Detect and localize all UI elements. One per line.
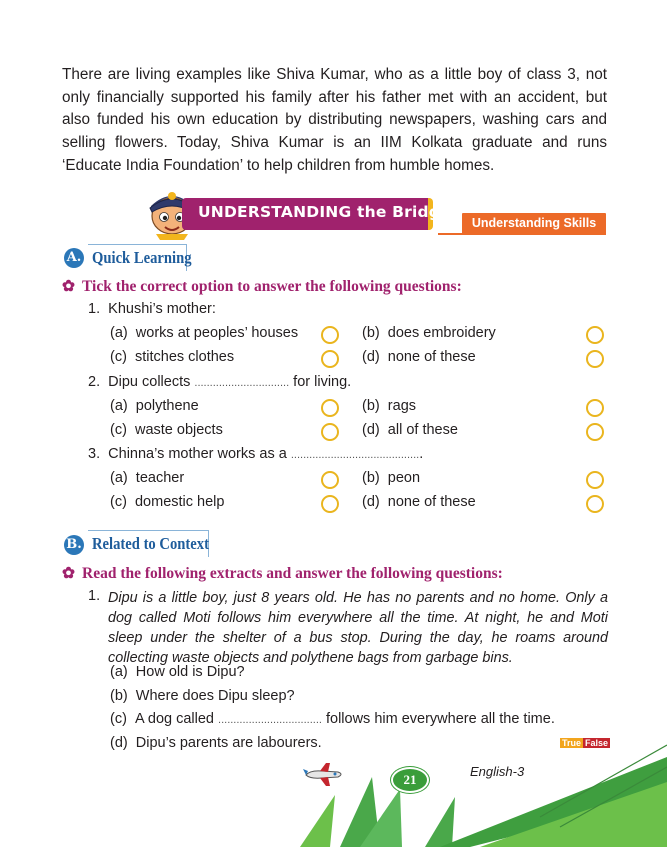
tick-circle-2b[interactable] bbox=[586, 399, 604, 417]
answer-blank: .......................................... bbox=[290, 449, 420, 461]
book-title: English-3 bbox=[470, 764, 525, 779]
option-2b: (b) rags bbox=[362, 398, 417, 414]
banner-title: UNDERSTANDING the Bridge bbox=[198, 203, 451, 221]
footer-grass-decoration bbox=[0, 737, 667, 847]
section-a-badge: A. bbox=[64, 248, 84, 268]
tick-circle-3a[interactable] bbox=[321, 471, 339, 489]
sub-question-b: (b) Where does Dipu sleep? bbox=[110, 688, 295, 704]
section-a-instruction: ✿ Tick the correct option to answer the following questions: bbox=[62, 278, 462, 295]
flower-bullet-icon: ✿ bbox=[62, 278, 75, 295]
section-a-title: Quick Learning bbox=[92, 248, 192, 267]
option-2a: (a) polythene bbox=[110, 398, 199, 414]
tick-circle-1d[interactable] bbox=[586, 350, 604, 368]
option-3b: (b) peon bbox=[362, 470, 421, 486]
sub-question-a: (a) How old is Dipu? bbox=[110, 664, 245, 680]
flower-bullet-icon: ✿ bbox=[62, 565, 75, 582]
question-2: 2. Dipu collects ............................... for living. bbox=[88, 374, 352, 390]
answer-blank: ............................... bbox=[194, 377, 290, 389]
tick-circle-3d[interactable] bbox=[586, 495, 604, 513]
option-3c: (c) domestic help bbox=[110, 494, 225, 510]
airplane-icon bbox=[302, 762, 346, 788]
option-3d: (d) none of these bbox=[362, 494, 476, 510]
extract-number: 1. bbox=[88, 588, 101, 604]
option-1c: (c) stitches clothes bbox=[110, 349, 235, 365]
option-1b: (b) does embroidery bbox=[362, 325, 496, 341]
extract-text: Dipu is a little boy, just 8 years old. He has no parents and no home. Only a dog called Moti follows him everywhere all the time. At night, he and Moti sleep under the shelter of a bus stop. During the day, he roams around collecting waste objects and polythene bags from garbage bins. bbox=[108, 590, 608, 666]
option-1d: (d) none of these bbox=[362, 349, 476, 365]
question-3: 3. Chinna’s mother works as a ........................................... bbox=[88, 446, 424, 462]
skills-underline bbox=[438, 233, 606, 235]
section-b-badge: B. bbox=[64, 535, 84, 555]
option-3a: (a) teacher bbox=[110, 470, 185, 486]
tick-circle-3b[interactable] bbox=[586, 471, 604, 489]
skills-tag: Understanding Skills bbox=[462, 213, 606, 234]
answer-blank: .................................. bbox=[218, 714, 322, 726]
section-b-title: Related to Context bbox=[92, 534, 209, 553]
sub-question-c: (c) A dog called .................................. follows him everywhere all the time. bbox=[110, 711, 555, 727]
question-1: 1. Khushi’s mother: bbox=[88, 301, 216, 317]
understanding-banner bbox=[146, 186, 451, 240]
intro-paragraph: There are living examples like Shiva Kumar, who as a little boy of class 3, not only financially supported his family after his father met with an accident, but also funded his own education by distributing newspapers, washing cars and selling flowers. Today, Shiva Kumar is an IIM Kolkata graduate and runs ‘Educate India Foundation’ to help children from humble homes. bbox=[62, 66, 607, 174]
tick-circle-3c[interactable] bbox=[321, 495, 339, 513]
sub-question-d: (d) Dipu’s parents are labourers. bbox=[110, 735, 322, 751]
page-number: 21 bbox=[391, 767, 429, 793]
tick-circle-2d[interactable] bbox=[586, 423, 604, 441]
tick-circle-2a[interactable] bbox=[321, 399, 339, 417]
option-2d: (d) all of these bbox=[362, 422, 458, 438]
section-b-instruction: ✿ Read the following extracts and answer the following questions: bbox=[62, 565, 503, 582]
tick-circle-2c[interactable] bbox=[321, 423, 339, 441]
option-2c: (c) waste objects bbox=[110, 422, 223, 438]
option-1a: (a) works at peoples’ houses bbox=[110, 325, 299, 341]
true-false-tag: True False bbox=[562, 738, 609, 748]
tick-circle-1c[interactable] bbox=[321, 350, 339, 368]
tick-circle-1a[interactable] bbox=[321, 326, 339, 344]
tick-circle-1b[interactable] bbox=[586, 326, 604, 344]
